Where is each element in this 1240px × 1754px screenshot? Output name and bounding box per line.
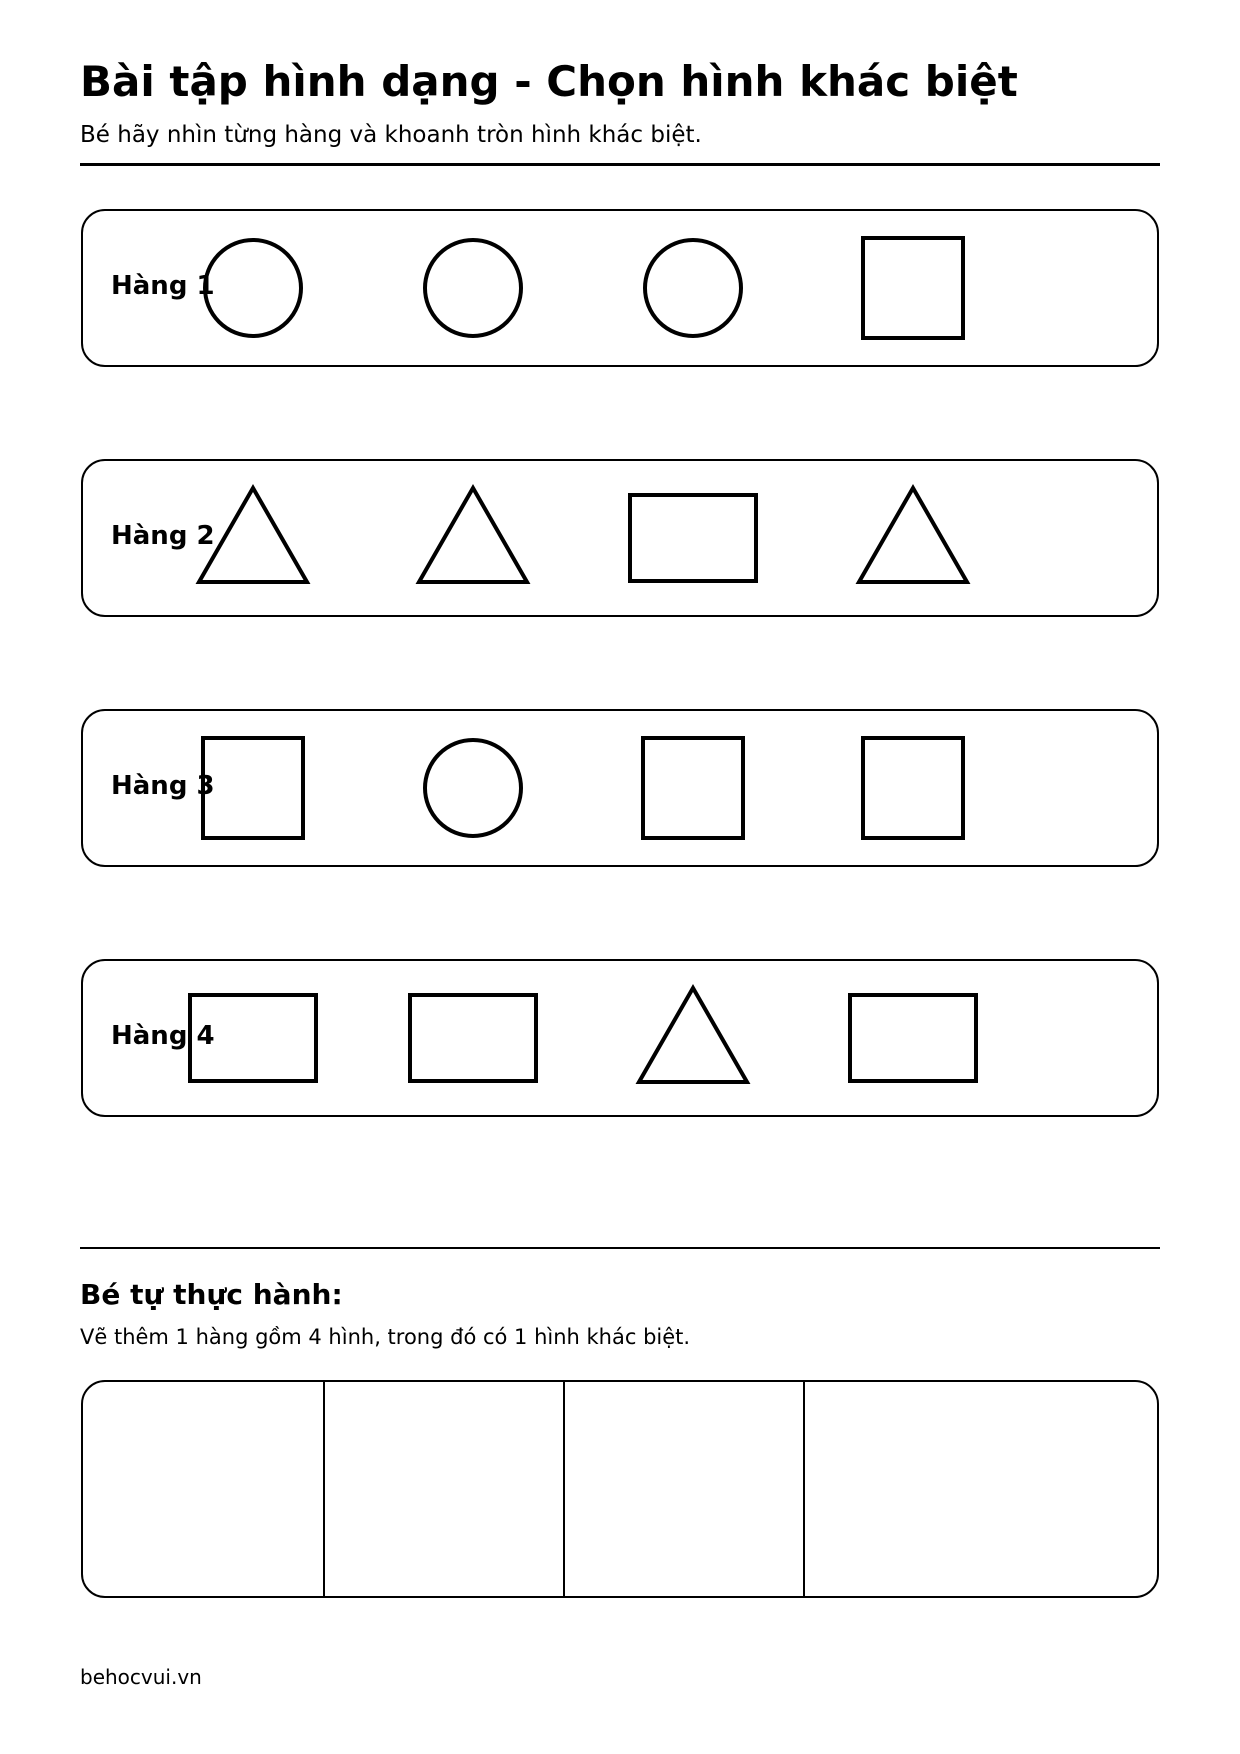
drawing-cell-1[interactable] (83, 1382, 325, 1596)
exercise-row-4 (81, 959, 1159, 1117)
row-shapes (83, 961, 1157, 1115)
rectangle-shape-4[interactable] (850, 995, 976, 1081)
rectangle-shape-3[interactable] (630, 495, 756, 581)
header-divider (80, 163, 1160, 166)
exercise-row-3 (81, 709, 1159, 867)
circle-shape-3[interactable] (645, 240, 741, 336)
row-label: Hàng 2 (111, 521, 215, 551)
square-shape-4[interactable] (863, 238, 963, 338)
instruction-text: Bé hãy nhìn từng hàng và khoanh tròn hình khác biệt. (80, 122, 702, 148)
row-label: Hàng 4 (111, 1021, 215, 1051)
drawing-cell-2[interactable] (323, 1382, 565, 1596)
row-label: Hàng 3 (111, 771, 215, 801)
row-label: Hàng 1 (111, 271, 215, 301)
square-shape-1[interactable] (203, 738, 303, 838)
triangle-shape-4[interactable] (859, 488, 967, 582)
rectangle-shape-1[interactable] (190, 995, 316, 1081)
practice-drawing-area (81, 1380, 1159, 1598)
practice-instruction: Vẽ thêm 1 hàng gồm 4 hình, trong đó có 1 hình khác biệt. (80, 1325, 691, 1349)
rectangle-shape-2[interactable] (410, 995, 536, 1081)
circle-shape-2[interactable] (425, 240, 521, 336)
footer-website: behocvui.vn (80, 1665, 202, 1689)
row-shapes (83, 711, 1157, 865)
drawing-cell-3[interactable] (563, 1382, 805, 1596)
circle-shape-1[interactable] (205, 240, 301, 336)
row-shapes (83, 211, 1157, 365)
row-shapes (83, 461, 1157, 615)
practice-title: Bé tự thực hành: (80, 1278, 343, 1311)
triangle-shape-1[interactable] (199, 488, 307, 582)
exercise-row-1 (81, 209, 1159, 367)
square-shape-4[interactable] (863, 738, 963, 838)
square-shape-3[interactable] (643, 738, 743, 838)
exercise-row-2 (81, 459, 1159, 617)
drawing-cell-4[interactable] (803, 1382, 1157, 1596)
page-title: Bài tập hình dạng - Chọn hình khác biệt (80, 57, 1018, 106)
triangle-shape-3[interactable] (639, 988, 747, 1082)
section-divider (80, 1247, 1160, 1249)
circle-shape-2[interactable] (425, 740, 521, 836)
triangle-shape-2[interactable] (419, 488, 527, 582)
